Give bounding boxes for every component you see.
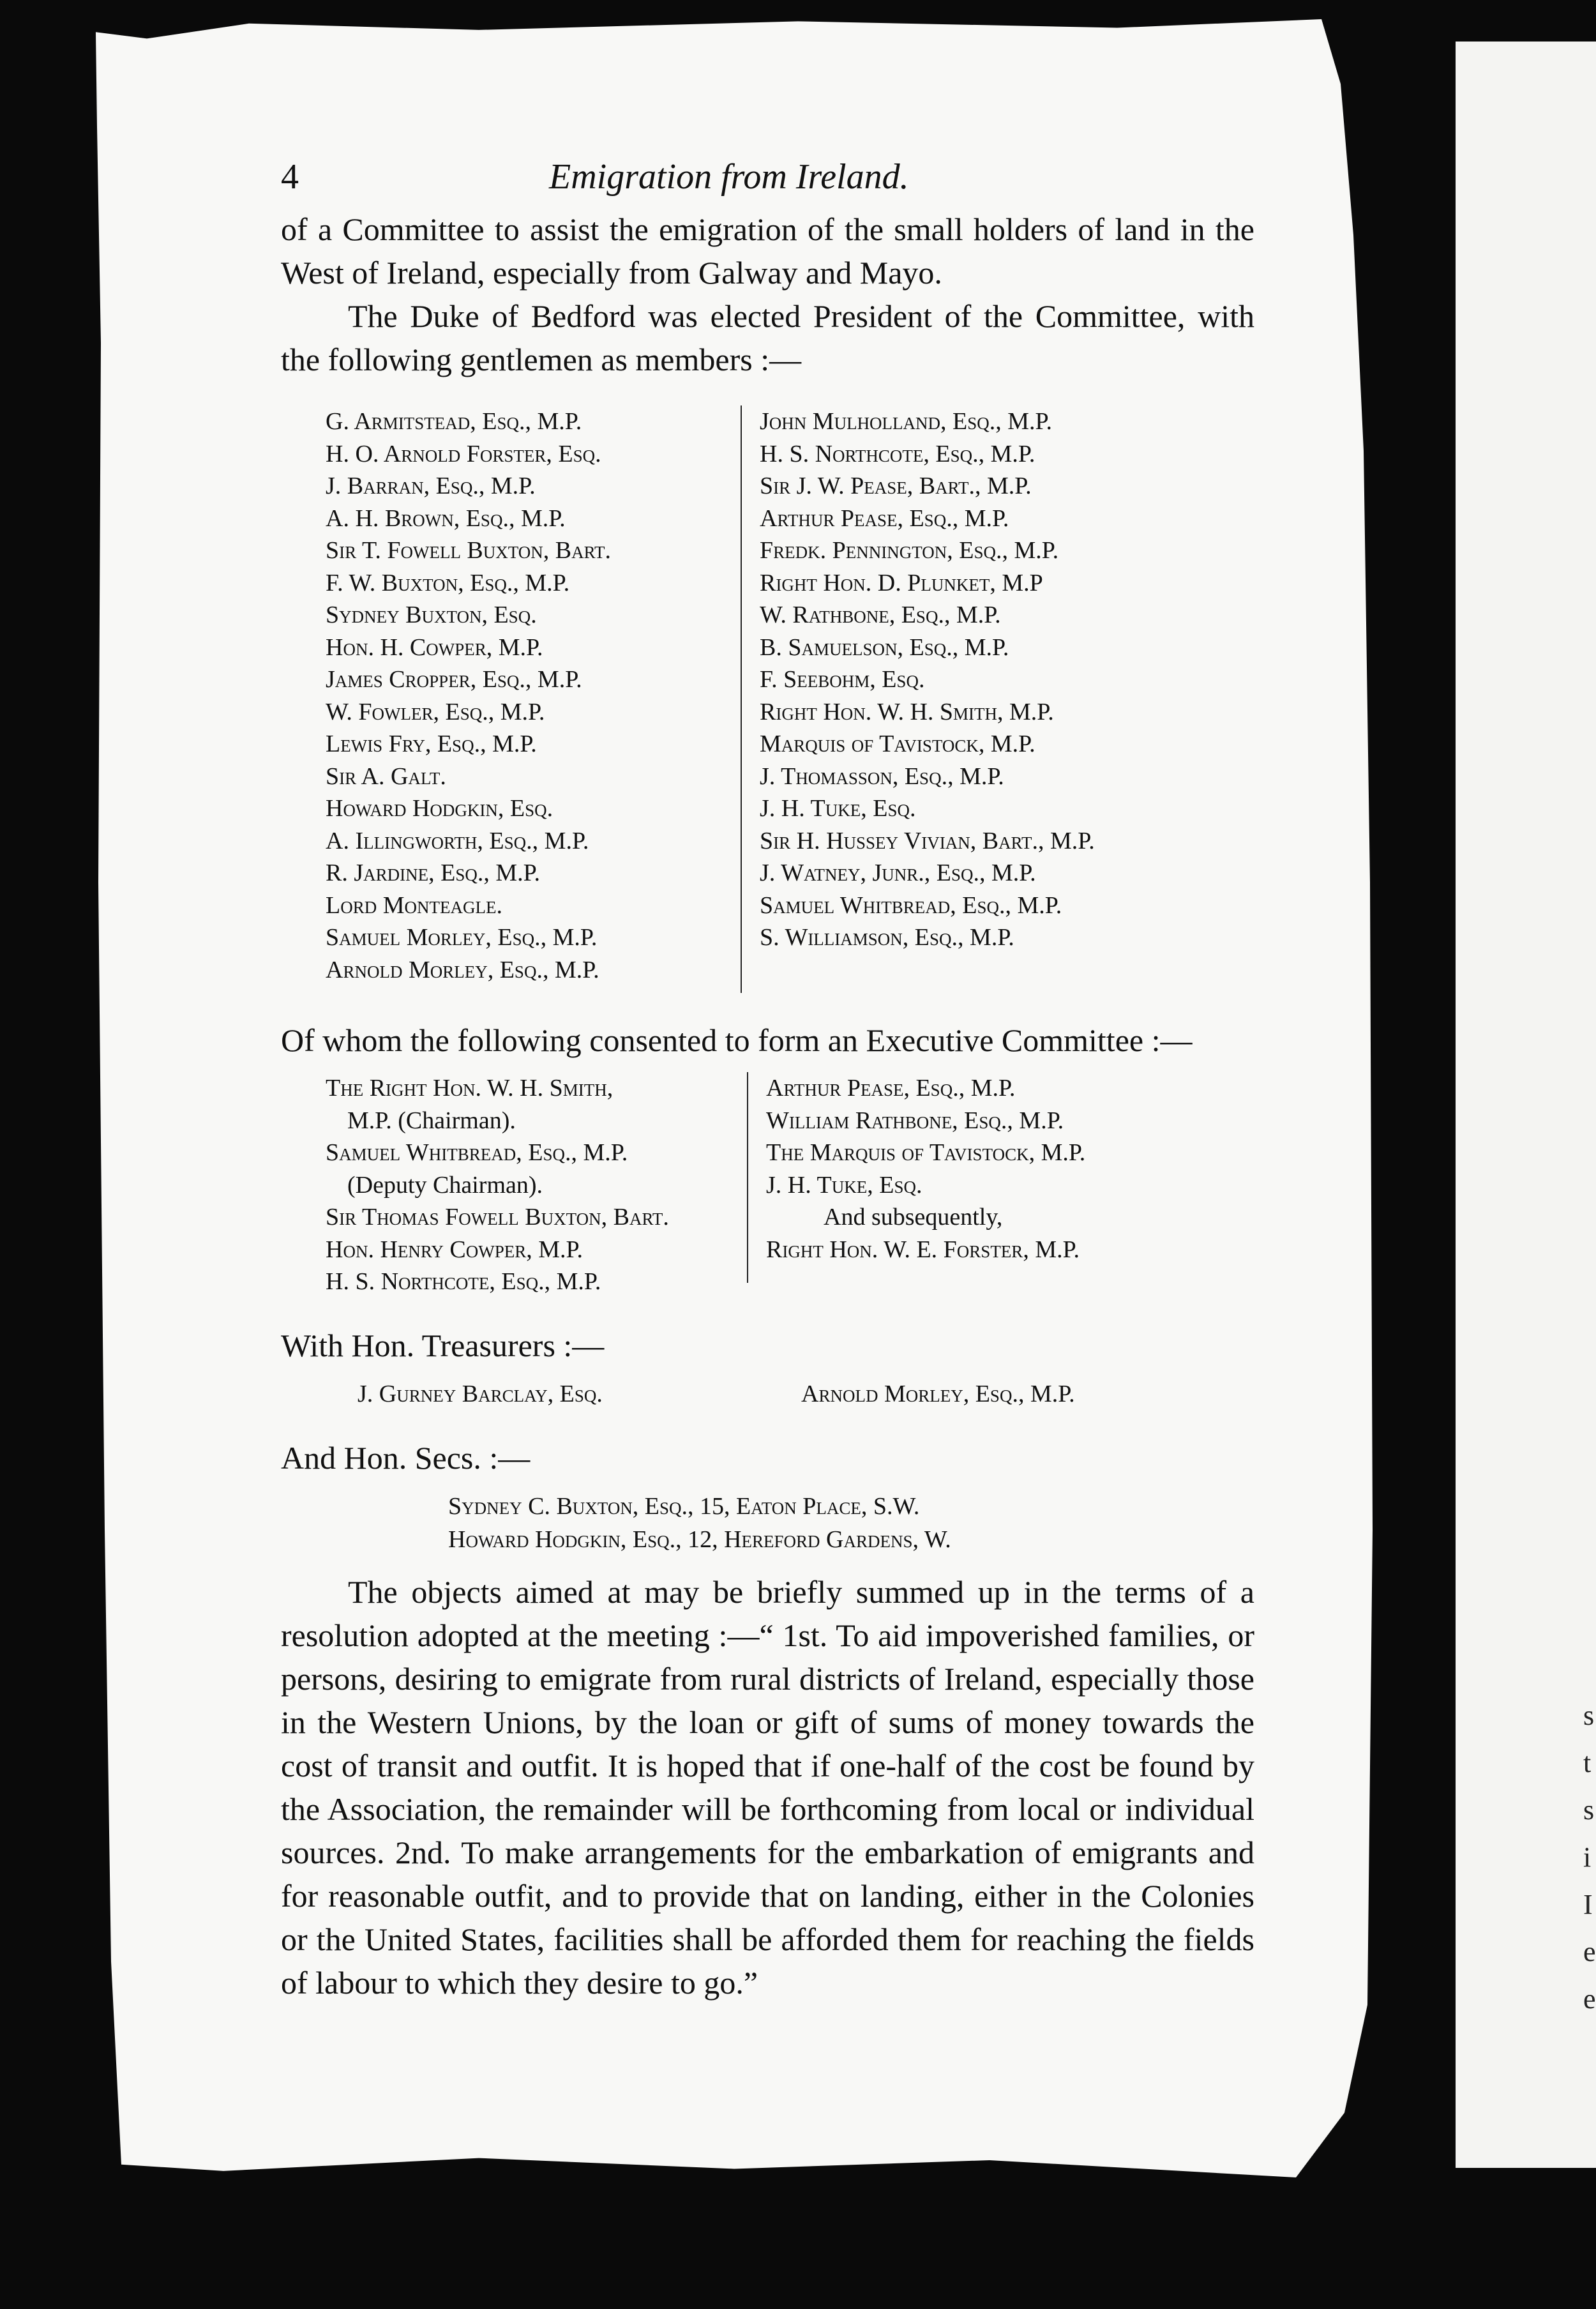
- member-name: G. Armitstead, Esq., M.P.: [326, 408, 582, 435]
- intro-paragraph: of a Committee to assist the emigration of the small holders of land in the West of Ireland, especially from Galway and Mayo.: [281, 211, 1254, 291]
- secretary: Sydney C. Buxton, Esq., 15, Eaton Place, S.W.: [448, 1492, 920, 1520]
- member-name: A. H. Brown, Esq., M.P.: [326, 504, 566, 532]
- executive-member: The Right Hon. W. H. Smith,: [326, 1075, 614, 1102]
- executive-member: Samuel Whitbread, Esq., M.P.: [326, 1139, 628, 1166]
- member-name: F. Seebohm, Esq.: [760, 666, 925, 693]
- member-name: H. O. Arnold Forster, Esq.: [326, 440, 601, 467]
- executive-member: H. S. Northcote, Esq., M.P.: [326, 1268, 601, 1295]
- executive-member: (Deputy Chairman).: [347, 1171, 543, 1199]
- member-name: R. Jardine, Esq., M.P.: [326, 859, 541, 886]
- member-name: Fredk. Pennington, Esq., M.P.: [760, 537, 1059, 564]
- executive-member: J. H. Tuke, Esq.: [766, 1171, 922, 1199]
- executive-note: And subsequently,: [824, 1204, 1003, 1230]
- member-name: Right Hon. D. Plunket, M.P: [760, 569, 1043, 596]
- member-name: Sir J. W. Pease, Bart., M.P.: [760, 473, 1032, 499]
- member-name: F. W. Buxton, Esq., M.P.: [326, 569, 570, 596]
- member-name: J. Barran, Esq., M.P.: [326, 473, 536, 499]
- executive-member: Hon. Henry Cowper, M.P.: [326, 1236, 583, 1263]
- executive-heading: Of whom the following consented to form an Executive Committee :—: [281, 1022, 1193, 1058]
- member-name: Arnold Morley, Esq., M.P.: [326, 956, 599, 983]
- member-name: James Cropper, Esq., M.P.: [326, 666, 582, 693]
- executive-member: Right Hon. W. E. Forster, M.P.: [766, 1236, 1080, 1263]
- member-name: Sir H. Hussey Vivian, Bart., M.P.: [760, 827, 1095, 854]
- facing-page-edge: [1456, 42, 1596, 2168]
- executive-member: Sir Thomas Fowell Buxton, Bart.: [326, 1204, 669, 1230]
- running-title: Emigration from Ireland.: [549, 157, 909, 197]
- page-content: [281, 156, 1254, 2004]
- member-name: Samuel Morley, Esq., M.P.: [326, 924, 598, 951]
- member-name: Hon. H. Cowper, M.P.: [326, 633, 543, 661]
- facing-page-letter: e: [1583, 1983, 1596, 2015]
- secretary: Howard Hodgkin, Esq., 12, Hereford Gardens, W.: [448, 1525, 951, 1553]
- member-name: Sir A. Galt.: [326, 762, 446, 790]
- member-name: Howard Hodgkin, Esq.: [326, 795, 553, 822]
- member-name: Samuel Whitbread, Esq., M.P.: [760, 891, 1062, 919]
- facing-page-letters: [1583, 1692, 1596, 2023]
- executive-right-column: [747, 1072, 1085, 1283]
- member-name: Lewis Fry, Esq., M.P.: [326, 731, 537, 757]
- executive-left-column: [326, 1072, 747, 1298]
- secretaries-heading: And Hon. Secs. :—: [281, 1439, 531, 1476]
- treasurer: J. Gurney Barclay, Esq.: [358, 1380, 603, 1407]
- executive-member: M.P. (Chairman).: [347, 1107, 516, 1134]
- secretaries-list: [448, 1490, 1254, 1556]
- member-name: John Mulholland, Esq., M.P.: [760, 408, 1052, 435]
- members-right-column: [741, 405, 1095, 993]
- executive-committee: [326, 1072, 1254, 1298]
- member-name: Marquis of Tavistock, M.P.: [760, 731, 1035, 757]
- treasurers-heading: With Hon. Treasurers :—: [281, 1327, 605, 1363]
- committee-members: [326, 405, 1254, 993]
- executive-member: William Rathbone, Esq., M.P.: [766, 1107, 1064, 1134]
- member-name: W. Rathbone, Esq., M.P.: [760, 602, 1001, 628]
- facing-page-letter: t: [1583, 1747, 1592, 1778]
- member-name: B. Samuelson, Esq., M.P.: [760, 633, 1009, 661]
- member-name: A. Illingworth, Esq., M.P.: [326, 827, 589, 854]
- executive-member: Arthur Pease, Esq., M.P.: [766, 1075, 1016, 1102]
- treasurer: Arnold Morley, Esq., M.P.: [801, 1380, 1075, 1407]
- member-name: Sir T. Fowell Buxton, Bart.: [326, 537, 612, 564]
- member-name: Arthur Pease, Esq., M.P.: [760, 504, 1009, 532]
- member-name: J. Watney, Junr., Esq., M.P.: [760, 859, 1036, 886]
- member-name: H. S. Northcote, Esq., M.P.: [760, 440, 1035, 467]
- member-name: Sydney Buxton, Esq.: [326, 602, 537, 628]
- facing-page-letter: I: [1583, 1889, 1593, 1920]
- treasurers-list: [358, 1377, 1254, 1411]
- executive-member: The Marquis of Tavistock, M.P.: [766, 1139, 1086, 1166]
- member-name: J. H. Tuke, Esq.: [760, 795, 916, 822]
- facing-page-letter: e: [1583, 1936, 1596, 1967]
- page-header: [281, 156, 1254, 208]
- facing-page-letter: s: [1583, 1700, 1595, 1731]
- member-name: Right Hon. W. H. Smith, M.P.: [760, 698, 1054, 725]
- members-left-column: [326, 405, 741, 993]
- member-name: Lord Monteagle.: [326, 891, 502, 919]
- member-name: S. Williamson, Esq., M.P.: [760, 924, 1014, 951]
- facing-page-letter: i: [1583, 1842, 1592, 1873]
- facing-page-letter: s: [1583, 1794, 1595, 1826]
- page-number: 4: [281, 157, 299, 197]
- member-name: W. Fowler, Esq., M.P.: [326, 698, 545, 725]
- objects-paragraph: The objects aimed at may be briefly summed up in the terms of a resolution adopted at the meeting :—“ 1st. To aid impoverished families, or persons, desiring to emigrate from rural districts of Ireland, especially those in the Western Unions, by the loan or gift of sums of money towards the cost of transit and outfit. It is hoped that if one-half of the cost be found by the Association, the remainder will be forthcoming from local or individual sources. 2nd. To make arrangements for the embarkation of emigrants and for reasonable outfit, and to provide that on landing, either in the Colonies or the United States, facilities shall be afforded them for reaching the fields of labour to which they desire to go.”: [281, 1573, 1254, 2001]
- member-name: J. Thomasson, Esq., M.P.: [760, 762, 1004, 790]
- president-paragraph: The Duke of Bedford was elected President of the Committee, with the following gentlemen as members :—: [281, 298, 1254, 377]
